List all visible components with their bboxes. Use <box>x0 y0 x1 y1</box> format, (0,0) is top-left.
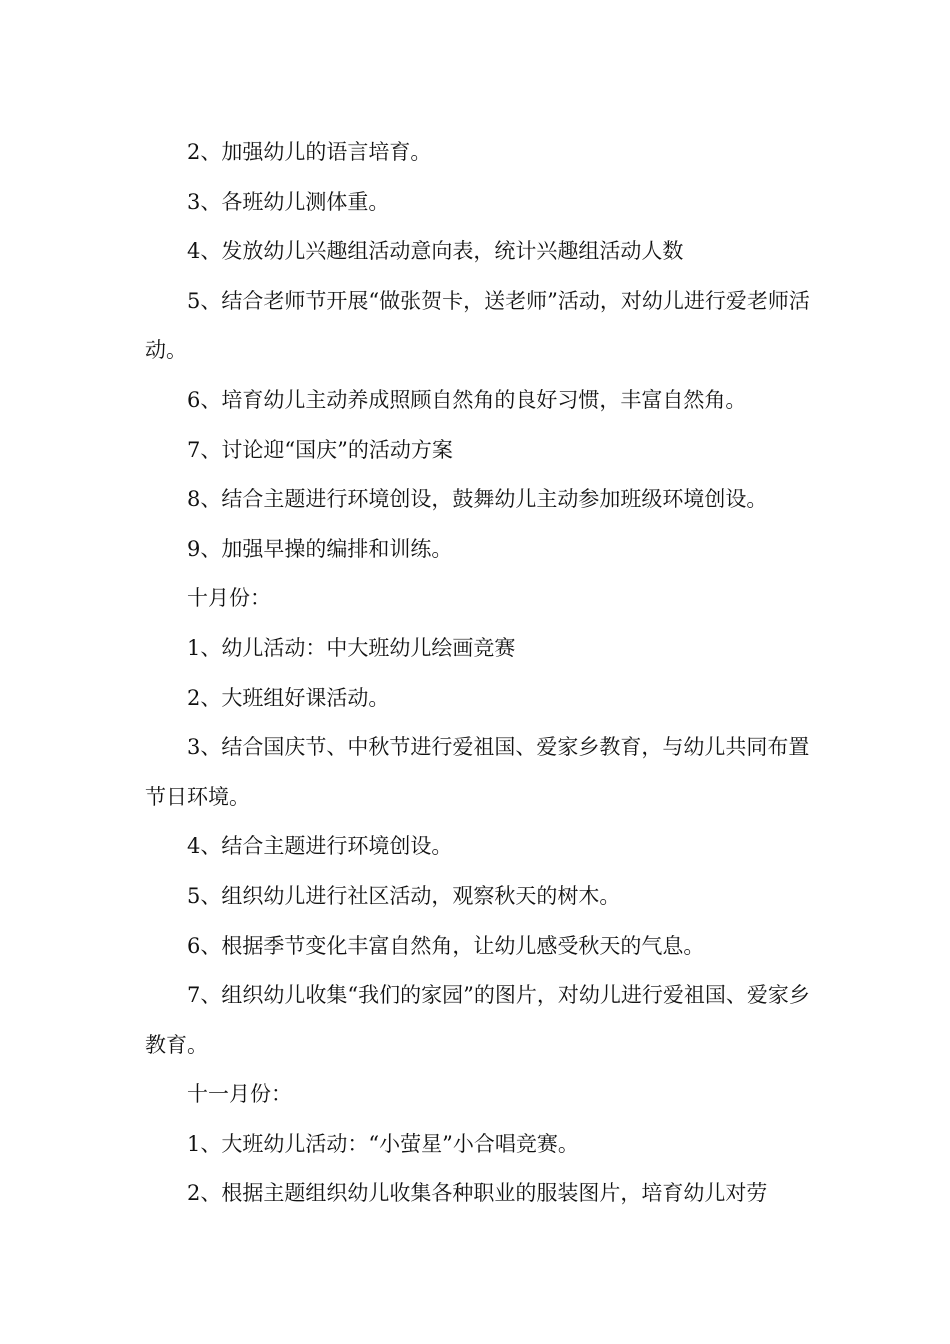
paragraph-7: 8、结合主题进行环境创设，鼓舞幼儿主动参加班级环境创设。 <box>187 487 768 512</box>
paragraph-12: 4、结合主题进行环境创设。 <box>187 834 453 859</box>
paragraph-9: 1、幼儿活动：中大班幼儿绘画竞赛 <box>187 635 516 660</box>
paragraph-5: 6、培育幼儿主动养成照顾自然角的良好习惯，丰富自然角。 <box>187 387 747 412</box>
document-body <box>145 128 810 1219</box>
section-heading-november: 十一月份： <box>187 1082 292 1107</box>
paragraph-2: 3、各班幼儿测体重。 <box>187 189 390 214</box>
paragraph-3: 4、发放幼儿兴趣组活动意向表，统计兴趣组活动人数 <box>187 239 684 264</box>
paragraph-17: 2、根据主题组织幼儿收集各种职业的服装图片，培育幼儿对劳 <box>187 1181 768 1206</box>
paragraph-14: 6、根据季节变化丰富自然角，让幼儿感受秋天的气息。 <box>187 933 705 958</box>
paragraph-1: 2、加强幼儿的语言培育。 <box>187 140 432 164</box>
section-heading-october: 十月份： <box>187 586 271 611</box>
paragraph-10: 2、大班组好课活动。 <box>187 685 390 710</box>
paragraph-8: 9、加强早操的编排和训练。 <box>187 536 453 561</box>
paragraph-15: 7、组织幼儿收集“我们的家园”的图片，对幼儿进行爱祖国、爱家乡教育。 <box>145 983 810 1057</box>
paragraph-13: 5、组织幼儿进行社区活动，观察秋天的树木。 <box>187 883 621 908</box>
paragraph-6: 7、讨论迎“国庆”的活动方案 <box>187 437 453 462</box>
paragraph-16: 1、大班幼儿活动：“小萤星”小合唱竞赛。 <box>187 1131 579 1156</box>
paragraph-11: 3、结合国庆节、中秋节进行爱祖国、爱家乡教育，与幼儿共同布置节日环境。 <box>145 735 810 809</box>
paragraph-4: 5、结合老师节开展“做张贺卡，送老师”活动，对幼儿进行爱老师活动。 <box>145 288 810 363</box>
